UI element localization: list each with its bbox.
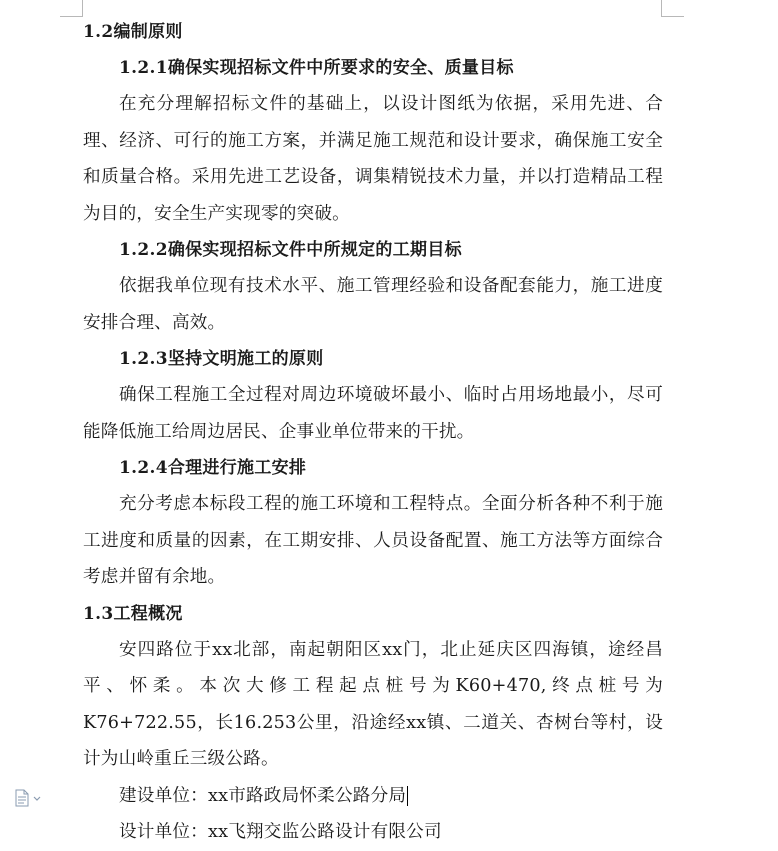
paragraph-1-2-3: 确保工程施工全过程对周边环境破坏最小、临时占用场地最小，尽可能降低施工给周边居民、企事业单位带来的干扰。 [83,385,663,442]
section-heading-1-3: 1.3工程概况 [83,603,183,624]
paragraph-1-3: 安四路位于xx北部，南起朝阳区xx门，北止延庆区四海镇，途经昌平、怀柔。本次大修工程起点桩号为K60+470,终点桩号为K76+722.55，长16.253公里，沿途经xx镇、二道关、杏树台等村，设计为山岭重丘三级公路。 [83,639,663,769]
page-corner-mark-right [661,0,684,17]
document-body[interactable] [83,14,663,851]
paragraph-1-2-4: 充分考虑本标段工程的施工环境和工程特点。全面分析各种不利于施工进度和质量的因素，在工期安排、人员设备配置、施工方法等方面综合考虑并留有余地。 [83,494,663,587]
paragraph-1-2-2: 依据我单位现有技术水平、施工管理经验和设备配套能力，施工进度安排合理、高效。 [83,276,663,333]
paragraph-1-2-1: 在充分理解招标文件的基础上，以设计图纸为依据，采用先进、合理、经济、可行的施工方案，并满足施工规范和设计要求，确保施工安全和质量合格。采用先进工艺设备，调集精锐技术力量，并以打造精品工程为目的，安全生产实现零的突破。 [83,94,663,224]
text-cursor [407,786,408,806]
designer-line: 设计单位：xx飞翔交监公路设计有限公司 [119,822,442,842]
section-heading-1-2: 1.2编制原则 [83,22,183,42]
subsection-heading-1-2-2: 1.2.2确保实现招标文件中所规定的工期目标 [119,240,462,260]
builder-text: 建设单位：xx市路政局怀柔公路分局 [119,785,407,806]
subsection-heading-1-2-1: 1.2.1确保实现招标文件中所要求的安全、质量目标 [119,58,514,78]
subsection-heading-1-2-4: 1.2.4合理进行施工安排 [119,458,307,478]
subsection-heading-1-2-3: 1.2.3坚持文明施工的原则 [119,349,324,369]
page-corner-mark-left [60,0,83,17]
builder-line [83,778,663,815]
document-icon[interactable] [14,789,44,807]
